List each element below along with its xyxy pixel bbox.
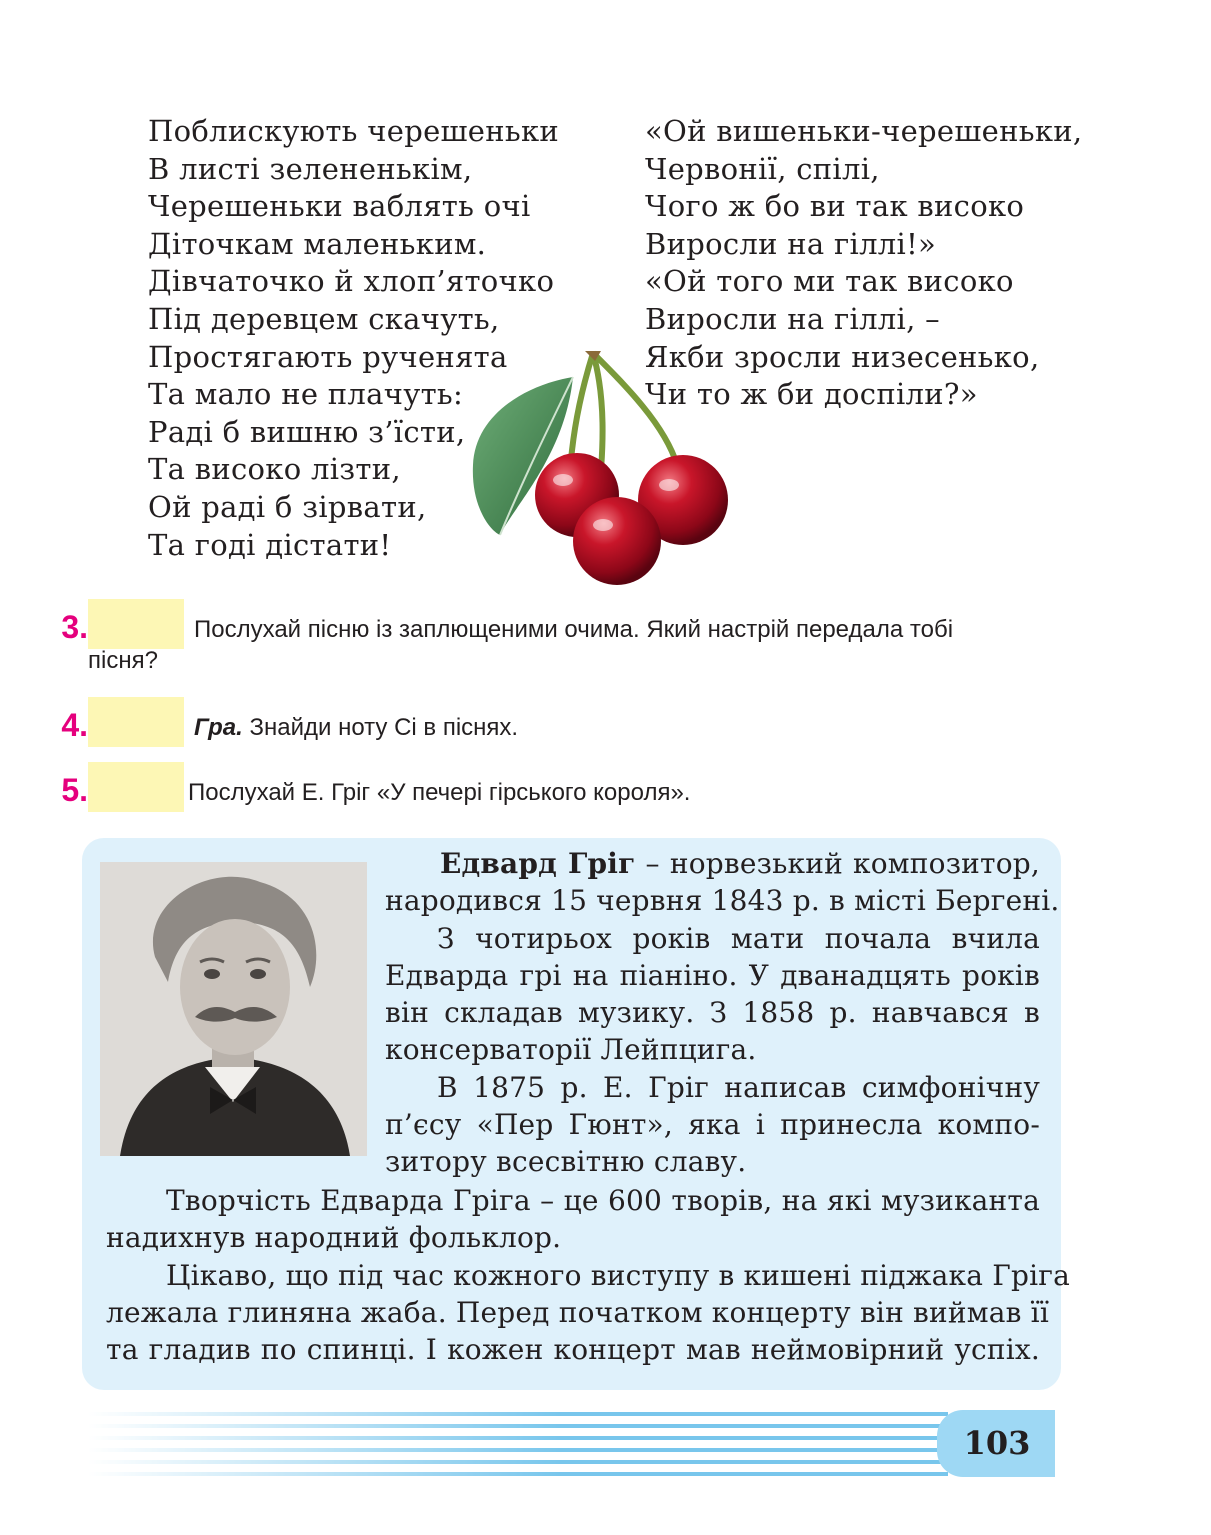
bio-line: Творчість Едварда Гріга – це 600 творів, на які музиканта bbox=[166, 1184, 1040, 1217]
bio-line: п’єсу «Пер Гюнт», яка і принесла компо- bbox=[385, 1108, 1040, 1142]
task-text: Послухай Е. Гріг «У печері гірського короля». bbox=[188, 779, 691, 806]
bio-line: зитору всесвітню славу. bbox=[385, 1145, 747, 1179]
poem-line: Чи то ж би доспіли?» bbox=[645, 377, 978, 412]
task-number-highlight bbox=[88, 697, 184, 747]
poem-line: Діточкам маленьким. bbox=[148, 226, 487, 261]
poem-line: Під деревцем скачуть, bbox=[148, 301, 500, 336]
page-number: 103 bbox=[963, 1424, 1031, 1462]
task-text: Послухай пісню із заплющеними очима. Який настрій передала тобі bbox=[194, 616, 954, 643]
task-number: 5. bbox=[61, 772, 88, 808]
task-number-highlight bbox=[88, 762, 184, 812]
poem-line: Простягають рученята bbox=[148, 339, 508, 374]
poem-line: Якби зросли низесенько, bbox=[645, 339, 1040, 374]
bio-line: Едварда грі на піаніно. У дванадцять років bbox=[385, 958, 1040, 992]
bio-line: Цікаво, що під час кожного виступу в кишені піджака Гріга bbox=[166, 1258, 1071, 1292]
poem-line: «Ой вишеньки-черешеньки, bbox=[645, 114, 1083, 148]
task-text-continued: пісня? bbox=[88, 647, 158, 674]
poem-line: Та годі дістати! bbox=[148, 527, 392, 562]
composer-name: Едвард Гріг bbox=[440, 847, 636, 880]
grieg-portrait bbox=[100, 862, 367, 1156]
bio-line: та гладив по спинці. І кожен концерт мав неймовірний успіх. bbox=[106, 1333, 1040, 1367]
poem-line: В листі зелененькім, bbox=[148, 151, 473, 186]
task-number-highlight bbox=[88, 599, 184, 649]
bio-line: він складав музику. З 1858 р. навчався в bbox=[385, 996, 1040, 1030]
bio-line: народився 15 червня 1843 р. в місті Бергені. bbox=[385, 884, 1060, 918]
bio-line: Едвард Гріг – норвезький композитор, bbox=[440, 847, 1040, 880]
bio-line: консерваторії Лейпцига. bbox=[385, 1033, 757, 1067]
poem-line: Виросли на гіллі!» bbox=[645, 226, 937, 261]
poem-line: Виросли на гіллі, – bbox=[645, 301, 940, 336]
poem-line: Чого ж бо ви так високо bbox=[645, 189, 1025, 224]
bio-line: В 1875 р. Е. Гріг написав симфонічну bbox=[437, 1070, 1040, 1104]
bio-line: лежала глиняна жаба. Перед початком концерту він виймав її bbox=[106, 1295, 1049, 1329]
cherries-illustration bbox=[455, 345, 745, 585]
task-number: 4. bbox=[61, 707, 88, 743]
poem-line: Раді б вишню з’їсти, bbox=[148, 414, 466, 449]
game-label: Гра. bbox=[194, 714, 243, 741]
poem-line: Дівчаточко й хлоп’яточко bbox=[148, 264, 555, 299]
bio-line: З чотирьох років мати почала вчила bbox=[437, 921, 1040, 955]
bio-line: надихнув народний фольклор. bbox=[106, 1221, 562, 1255]
footer-stripes bbox=[88, 1410, 948, 1480]
poem-line: Та високо лізти, bbox=[148, 452, 401, 487]
poem-line: Ой раді б зірвати, bbox=[148, 489, 427, 524]
poem-line: «Ой того ми так високо bbox=[645, 264, 1014, 299]
poem-line: Червонії, спілі, bbox=[645, 151, 880, 186]
bio-text-beside-portrait bbox=[385, 845, 1060, 1181]
poem-line: Поблискують черешеньки bbox=[148, 114, 560, 148]
task-number: 3. bbox=[61, 609, 88, 645]
poem-line: Черешеньки ваблять очі bbox=[148, 189, 531, 224]
bio-text-full-width bbox=[106, 1182, 1071, 1368]
task-text bbox=[194, 714, 518, 742]
poem-line: Та мало не плачуть: bbox=[148, 377, 464, 412]
task-instruction: Знайди ноту Сі в піснях. bbox=[242, 714, 519, 741]
